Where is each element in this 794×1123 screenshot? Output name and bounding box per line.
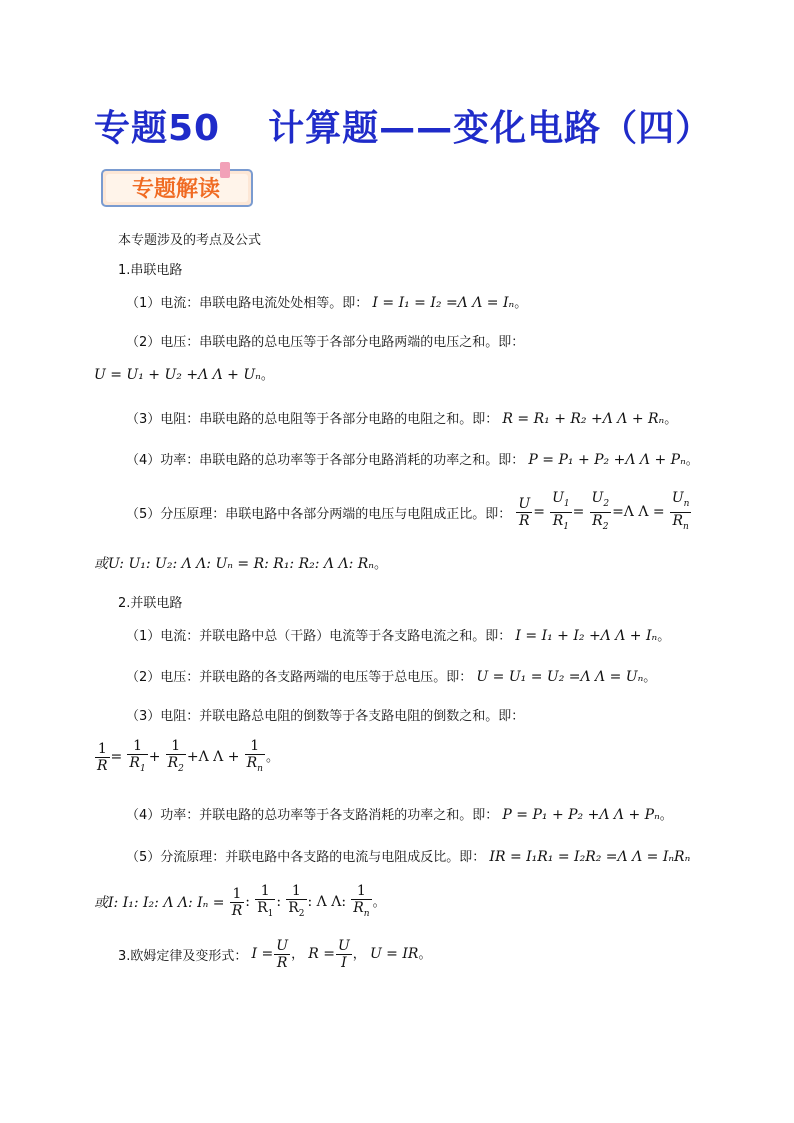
section1-heading: 1.串联电路 [118, 263, 183, 278]
parallel-divider-ratio: 或I: I₁: I₂: Λ Λ: Iₙ = $\frac{1}{R}$ : $\frac{1}{R_1}$ : $\frac{1}{R_2}$ : Λ Λ: $\frac{1}{R_n}$ 。 [94, 883, 386, 919]
series-divider: （5）分压原理：串联电路中各部分两端的电压与电阻成正比。即： $\frac{U}{R}$ = $\frac{U_1}{R_1}$ = $\frac{U_2}{R_2}$ =Λ Λ = $\frac{U_n}{R_n}$ [126, 490, 690, 532]
page-title: 专题50 计算题——变化电路（四） [94, 108, 713, 149]
parallel-voltage: （2）电压：并联电路的各支路两端的电压等于总电压。即： U = U₁ = U₂ =Λ Λ = Uₙ。 [126, 669, 657, 685]
parallel-resistance-formula: $\frac{1}{R}$ = $\frac{1}{R_1}$ + $\frac{1}{R_2}$ +Λ Λ + $\frac{1}{R_n}$ 。 [97, 738, 279, 774]
intro-text: 本专题涉及的考点及公式 [118, 233, 262, 248]
parallel-resistance: （3）电阻：并联电路总电阻的倒数等于各支路电阻的倒数之和。即： [126, 709, 525, 724]
topic-badge [100, 160, 256, 210]
parallel-power: （4）功率：并联电路的总功率等于各支路消耗的功率之和。即： P = P₁ + P₂ +Λ Λ + Pₙ。 [126, 807, 673, 823]
parallel-divider: （5）分流原理：并联电路中各支路的电流与电阻成反比。即： IR = I₁R₁ = I₂R₂ =Λ Λ = IₙRₙ [126, 849, 691, 865]
parallel-current: （1）电流：并联电路中总（干路）电流等于各支路电流之和。即： I = I₁ + I₂ +Λ Λ + Iₙ。 [126, 628, 671, 644]
series-resistance: （3）电阻：串联电路的总电阻等于各部分电路的电阻之和。即： R = R₁ + R₂ +Λ Λ + Rₙ。 [126, 411, 678, 427]
ohms-law: 3.欧姆定律及变形式： I = $\frac{U}{R}$ ， R = $\frac{U}{I}$ ， U = IR。 [118, 938, 432, 971]
clip-icon [220, 162, 230, 178]
series-current: （1）电流：串联电路电流处处相等。即： I = I₁ = I₂ =Λ Λ = Iₙ。 [126, 295, 528, 311]
badge-label: 专题解读 [131, 177, 221, 202]
section2-heading: 2.并联电路 [118, 596, 183, 611]
series-divider-ratio: 或U: U₁: U₂: Λ Λ: Uₙ = R: R₁: R₂: Λ Λ: Rₙ。 [94, 556, 387, 572]
series-power: （4）功率：串联电路的总功率等于各部分电路消耗的功率之和。即： P = P₁ + P₂ +Λ Λ + Pₙ。 [126, 452, 699, 468]
series-voltage-formula: U = U₁ + U₂ +Λ Λ + Uₙ。 [94, 367, 274, 383]
series-voltage: （2）电压：串联电路的总电压等于各部分电路两端的电压之和。即： [126, 335, 525, 350]
